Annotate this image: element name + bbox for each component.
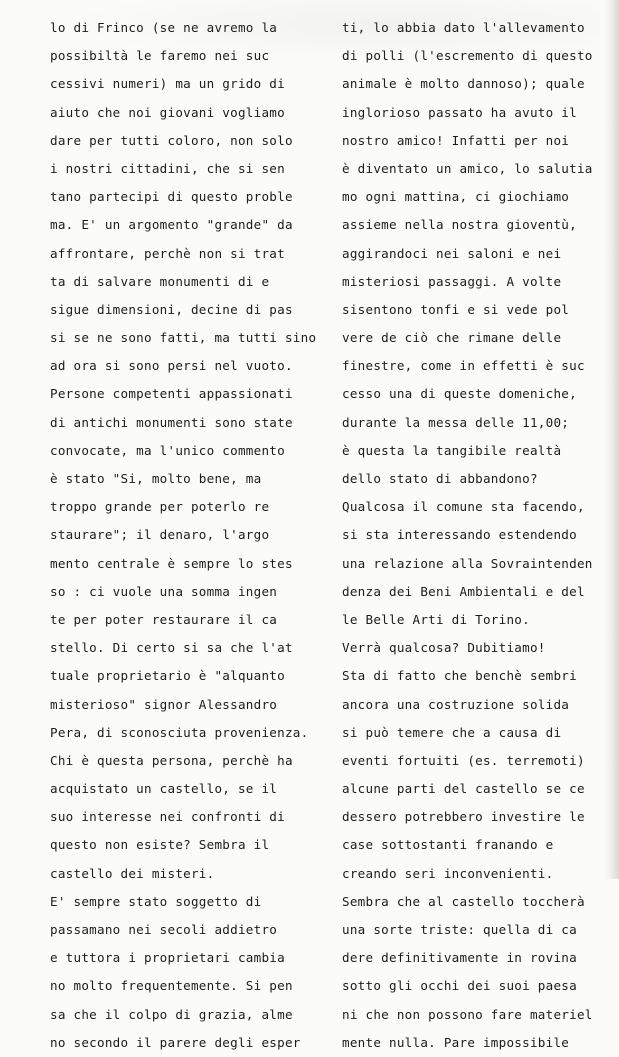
left-column-line: passamano nei secoli addietro [50,922,278,937]
right-column-line: una relazione alla Sovraintenden [342,555,593,571]
right-column-line: Qualcosa il comune sta facendo, [342,499,585,515]
left-column-line: di antichi monumenti sono state [50,414,293,430]
left-column-line: tano partecipi di questo proble [50,189,293,205]
left-column-line: e tuttora i proprietari cambia [50,950,285,966]
right-column-line: è diventato un amico, lo salutia [342,160,593,176]
left-column-line: so : ci vuole una somma ingen [50,583,278,599]
left-column-line: te per poter restaurare il ca [50,611,278,627]
left-column-line: ta di salvare monumenti di e [50,273,270,289]
right-column-line: mo ogni mattina, ci giochiamo [342,189,570,205]
left-column-line: lo di Frinco (se ne avremo la [50,20,278,35]
right-column-line: mente nulla. Pare impossibile [342,1034,570,1050]
right-column-line: Sta di fatto che benchè sembri [342,668,577,684]
right-column-line: sisentono tonfi e si vede pol [342,301,570,317]
left-column-line: misterioso" signor Alessandro [50,696,278,712]
left-column-line: stello. Di certo si sa che l'at [50,640,293,656]
right-column-line: Sembra che al castello toccherà [342,893,585,909]
right-column-line: vere de ciò che rimane delle [342,330,562,346]
left-column-line: staurare"; il denaro, l'argo [50,527,270,543]
left-column-line: possibiltà le faremo nei suc [50,48,270,64]
right-column-line: finestre, come in effetti è suc [342,358,585,374]
left-column-line: affrontare, perchè non si trat [50,245,285,261]
left-column-line: no molto frequentemente. Si pen [50,978,293,994]
right-column-line: dello stato di abbandono? [342,471,538,486]
left-column-line: cessivi numeri) ma un grido di [50,76,285,92]
left-column-line: ad ora si sono persi nel vuoto. [50,358,293,374]
left-column-line: troppo grande per poterlo re [50,499,270,515]
right-column-line: nostro amico! Infatti per noi [342,132,570,148]
left-column-line: mento centrale è sempre lo stes [50,555,293,571]
left-column-line: suo interesse nei confronti di [50,809,285,825]
right-column-line: ni che non possono fare materiel [342,1006,593,1022]
right-column-line: case sottostanti franando e [342,837,554,853]
right-column-line: cesso una di queste domeniche, [342,386,577,402]
left-column-line: dare per tutti coloro, non solo [50,132,293,148]
right-column-line: misteriosi passaggi. A volte [342,273,562,289]
right-column-line: inglorioso passato ha avuto il [342,104,577,120]
right-column-line: creando seri inconvenienti. [342,865,554,881]
left-column-line: Chi è questa persona, perchè ha [50,752,293,768]
left-column-line: acquistato un castello, se il [50,781,278,797]
right-column-line: assieme nella nostra gioventù, [342,217,577,233]
right-column-line: denza dei Beni Ambientali e del [342,583,585,599]
left-column-line: Persone competenti appassionati [50,386,293,402]
right-column-line: una sorte triste: quella di ca [342,922,577,937]
right-column-line: di polli (l'escremento di questo [342,48,593,64]
right-column-line: è questa la tangibile realtà [342,442,562,458]
page-edge-shadow [603,0,619,879]
left-column-line: convocate, ma l'unico commento [50,442,285,458]
right-column-line: aggirandoci nei saloni e nei [342,245,562,261]
left-column-line: aiuto che noi giovani vogliamo [50,104,285,120]
right-column-line: ancora una costruzione solida [342,696,570,712]
left-column-line: ma. E' un argomento "grande" da [50,217,293,233]
left-text-column [50,14,325,1057]
left-column-line: si se ne sono fatti, ma tutti sino [50,330,317,346]
right-column-line: eventi fortuiti (es. terremoti) [342,752,585,768]
right-column-line: alcune parti del castello se ce [342,781,585,797]
right-column-line: si sta interessando estendendo [342,527,577,543]
left-column-line: sa che il colpo di grazia, alme [50,1006,293,1022]
right-column-line: Verrà qualcosa? Dubitiamo! [342,640,546,656]
left-column-line: no secondo il parere degli esper [50,1034,301,1050]
left-column-line: è stato "Si, molto bene, ma [50,471,262,486]
right-column-line: ti, lo abbia dato l'allevamento [342,20,585,35]
left-column-line: sigue dimensioni, decine di pas [50,301,293,317]
left-column-line: castello dei misteri. [50,865,215,881]
right-column-line: le Belle Arti di Torino. [342,611,530,627]
left-column-line: questo non esiste? Sembra il [50,837,270,853]
right-column-line: dessero potrebbero investire le [342,809,585,825]
left-column-line: Pera, di sconosciuta provenienza. [50,724,309,740]
right-column-line: animale è molto dannoso); quale [342,76,585,92]
left-column-line: i nostri cittadini, che si sen [50,160,285,176]
left-column-line: tuale proprietario è "alquanto [50,668,285,684]
right-column-line: dere definitivamente in rovina [342,950,577,966]
right-column-line: sotto gli occhi dei suoi paesa [342,978,577,994]
right-text-column [342,14,604,1057]
left-column-line: E' sempre stato soggetto di [50,893,262,909]
right-column-line: si può temere che a causa di [342,724,562,740]
right-column-line: durante la messa delle 11,00; [342,414,570,430]
